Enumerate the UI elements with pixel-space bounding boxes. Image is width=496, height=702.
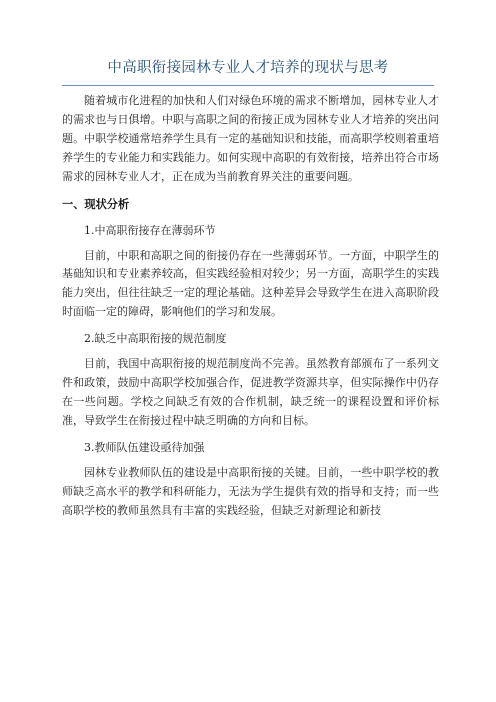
paragraph-weak-links: 目前，中职和高职之间的衔接仍存在一些薄弱环节。一方面，中职学生的基础知识和专业素养较高，但实践经验相对较少；另一方面，高职学生的实践能力突出，但往往缺乏一定的理论基础。这种差异会导致学生在进入高职阶段时面临一定的障碍，影响他们的学习和发展。 — [62, 248, 439, 319]
subsection-heading-weak-links: 1.中高职衔接存在薄弱环节 — [84, 223, 216, 237]
title-divider — [62, 85, 434, 86]
paragraph-teacher-team: 园林专业教师队伍的建设是中高职衔接的关键。目前，一些中职学校的教师缺乏高水平的教学和科研能力，无法为学生提供有效的指导和支持；而一些高职学校的教师虽然具有丰富的实践经验，但缺乏对新理论和新技 — [62, 465, 439, 517]
document-title: 中高职衔接园林专业人才培养的现状与思考 — [107, 60, 389, 76]
intro-paragraph: 随着城市化进程的加快和人们对绿色环境的需求不断增加，园林专业人才的需求也与日俱增。中职与高职之间的衔接正成为园林专业人才培养的突出问题。中职学校通常培养学生具有一定的基础知识和技能，而高职学校则着重培养学生的专业能力和实践能力。如何实现中高职的有效衔接，培养出符合市场需求的园林专业人才，正在成为当前教育界关注的重要问题。 — [62, 94, 439, 183]
section-heading-current-situation: 一、现状分析 — [62, 197, 130, 211]
subsection-heading-teacher-team: 3.教师队伍建设亟待加强 — [84, 440, 205, 454]
paragraph-lack-of-norms: 目前，我国中高职衔接的规范制度尚不完善。虽然教育部颁布了一系列文件和政策，鼓励中高职学校加强合作，促进教学资源共享，但实际操作中仍存在一些问题。学校之间缺乏有效的合作机制，缺乏统一的课程设置和评价标准，导致学生在衔接过程中缺乏明确的方向和目标。 — [62, 357, 439, 427]
document-body — [62, 92, 439, 521]
subsection-heading-lack-of-norms: 2.缺乏中高职衔接的规范制度 — [84, 332, 227, 346]
